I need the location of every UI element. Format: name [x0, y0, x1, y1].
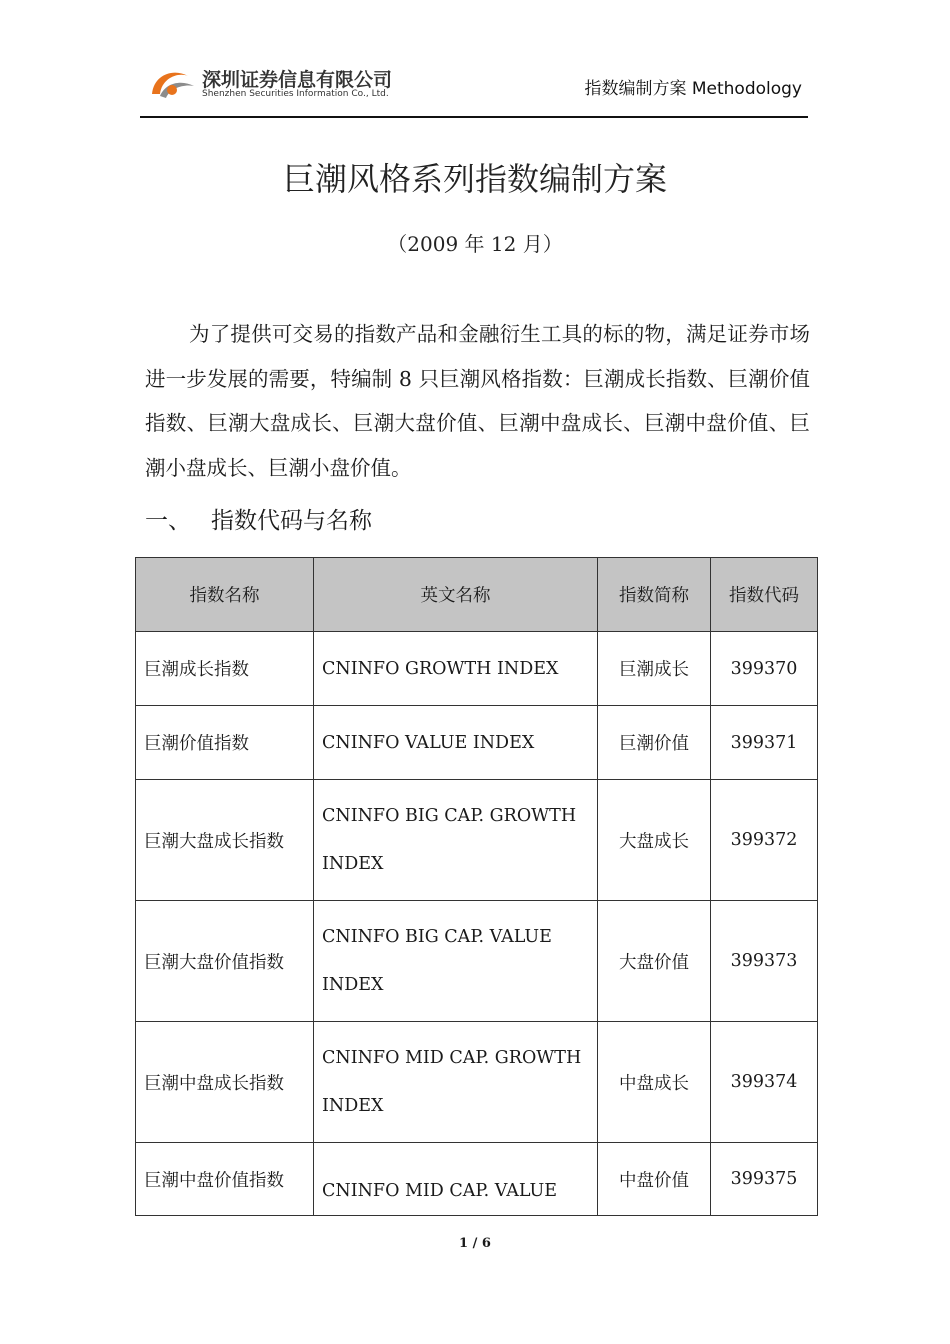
index-code-cell: 399374 — [711, 1022, 818, 1143]
english-name-cell: CNINFO BIG CAP. GROWTH INDEX — [314, 780, 598, 901]
index-name-cell: 巨潮中盘成长指数 — [136, 1022, 314, 1143]
header-divider — [140, 116, 808, 118]
english-name-cell: CNINFO MID CAP. GROWTH INDEX — [314, 1022, 598, 1143]
table-row — [136, 632, 818, 706]
index-name-cell: 巨潮大盘价值指数 — [136, 901, 314, 1022]
section-number: 一、 — [145, 508, 191, 534]
short-name-cell: 大盘成长 — [598, 780, 711, 901]
english-name-cell: CNINFO GROWTH INDEX — [314, 632, 598, 706]
page-number: 1 / 6 — [459, 1236, 491, 1251]
short-name-cell: 中盘价值 — [598, 1143, 711, 1216]
table-row — [136, 1022, 818, 1143]
section-title: 指数代码与名称 — [211, 508, 372, 534]
table-header-cell: 指数名称 — [136, 558, 314, 632]
document-date: （2009 年 12 月） — [387, 232, 563, 256]
english-name-cell: CNINFO MID CAP. VALUE — [314, 1143, 598, 1216]
short-name-cell: 中盘成长 — [598, 1022, 711, 1143]
company-name-en: Shenzhen Securities Information Co., Ltd. — [202, 89, 389, 99]
page-header — [140, 58, 808, 118]
short-name-cell: 巨潮成长 — [598, 632, 711, 706]
table-header-cell: 指数代码 — [711, 558, 818, 632]
short-name-cell: 大盘价值 — [598, 901, 711, 1022]
table-header-cell: 英文名称 — [314, 558, 598, 632]
company-logo-icon — [148, 64, 198, 104]
table-row — [136, 706, 818, 780]
index-name-cell: 巨潮中盘价值指数 — [136, 1143, 314, 1216]
table-row — [136, 780, 818, 901]
index-table — [135, 557, 818, 1216]
company-name-cn: 深圳证券信息有限公司 — [202, 69, 393, 91]
table-header-row — [136, 558, 818, 632]
table-header-cell: 指数简称 — [598, 558, 711, 632]
short-name-cell: 巨潮价值 — [598, 706, 711, 780]
header-methodology-label: 指数编制方案 Methodology — [584, 79, 802, 99]
index-name-cell: 巨潮成长指数 — [136, 632, 314, 706]
index-code-cell: 399373 — [711, 901, 818, 1022]
index-code-cell: 399371 — [711, 706, 818, 780]
index-code-cell: 399375 — [711, 1143, 818, 1216]
index-code-cell: 399372 — [711, 780, 818, 901]
document-title: 巨潮风格系列指数编制方案 — [282, 160, 667, 198]
table-row — [136, 901, 818, 1022]
index-name-cell: 巨潮价值指数 — [136, 706, 314, 780]
intro-paragraph: 为了提供可交易的指数产品和金融衍生工具的标的物，满足证券市场进一步发展的需要，特编制 8 只巨潮风格指数：巨潮成长指数、巨潮价值指数、巨潮大盘成长、巨潮大盘价值、巨潮中盘成长、巨潮中盘价值、巨潮小盘成长、巨潮小盘价值。 — [145, 322, 810, 480]
section-heading-1 — [145, 502, 372, 535]
table-row — [136, 1143, 818, 1216]
index-name-cell: 巨潮大盘成长指数 — [136, 780, 314, 901]
index-code-cell: 399370 — [711, 632, 818, 706]
english-name-cell: CNINFO VALUE INDEX — [314, 706, 598, 780]
english-name-cell: CNINFO BIG CAP. VALUE INDEX — [314, 901, 598, 1022]
